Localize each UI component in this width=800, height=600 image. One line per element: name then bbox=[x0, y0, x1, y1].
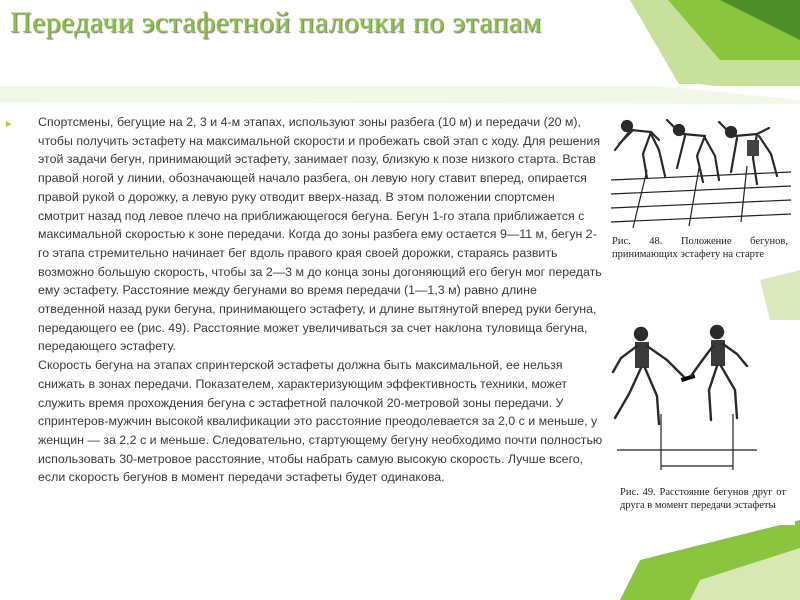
paragraph: Спортсмены, бегущие на 2, 3 и 4-м этапах, используют зоны разбега (10 м) и передачи (20 м), чтобы получить эстафету на максимальной скорости и пробежать свой этап с ходу. Для решения этой задачи бегун, принимающий эстафету, занимает позу, близкую к позе низкого старта. Встав правой ногой у линии, обозначающей начало разбега, он левую ногу ставит вперед, опирается правой рукой о дорожку, а левую руку отводит вверх-назад. В этом положении спортсмен смотрит назад под левое плечо на приближающегося бегуна. Бегун 1-го этапа приближается с максимальной скоростью к зоне передачи. Когда до зоны разбега ему остается 9—11 м, бегун 2-го этапа стремительно начинает бег вдоль правого края своей дорожки, стараясь развить возможно большую скорость, чтобы за 2—3 м до конца зоны догоняющий его бегун мог передать ему эстафету. Расстояние между бегунами во время передачи (1—1,3 м) равно длине отведенной назад руки бегуна, принимающего эстафету, и длине вытянутой вперед руки бегуна, передающего ее (рис. 49). Расстояние может увеличиваться за счет наклона туловища бегуна, передающего эстафету. bbox=[38, 115, 602, 354]
figure-caption: Рис. 49. Расстояние бегунов друг от друга в момент передачи эстафеты bbox=[620, 487, 786, 511]
slide-title: Передачи эстафетной палочки по этапам bbox=[10, 6, 542, 39]
bullet-arrow-icon: ► bbox=[4, 119, 14, 130]
paragraph: Скорость бегуна на этапах спринтерской эстафеты должна быть максимальной, ее нельзя снижать в зонах передачи. Показателем, характеризующим эффективность техники, может служить время прохождения бегуна с эстафетной палочкой 20-метровой зоны передачи. У спринтеров-мужчин высокой квалификации это расстояние преодолевается за 2,0 с и меньше, у женщин — за 2,2 с и меньше. Следовательно, стартующему бегуну необходимо почти полностью использовать 30-метровое расстояние, чтобы набрать самую высокую скорость. Лучше всего, если скорость бегунов в момент передачи эстафеты будет одинакова. bbox=[38, 358, 603, 485]
body-text bbox=[38, 113, 604, 487]
figure-caption: Рис. 48. Положение бегунов, принимающих эстафету на старте bbox=[612, 236, 788, 260]
